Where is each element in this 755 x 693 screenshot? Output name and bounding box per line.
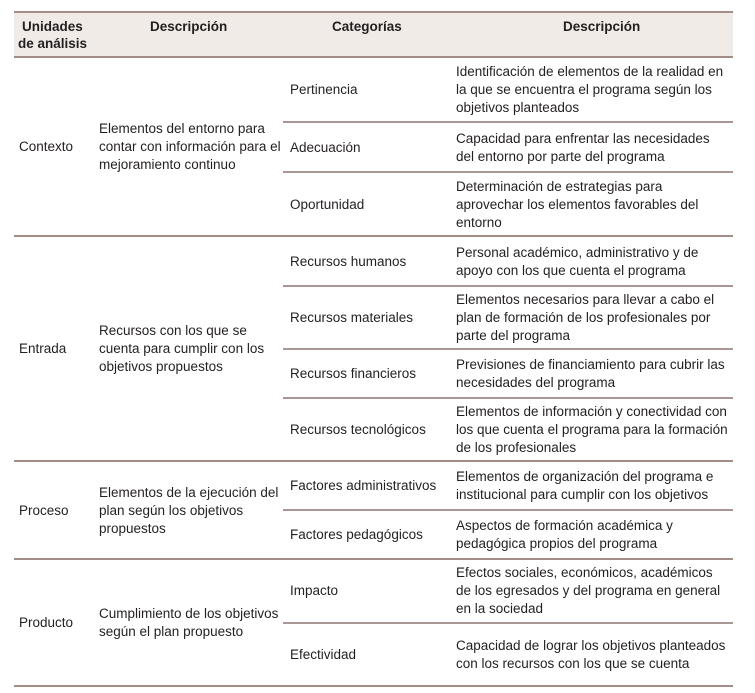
unit-description: Recursos con los que se cuenta para cumplir con los objetivos propuestos xyxy=(99,323,265,374)
header-unidades-line1: Unidades xyxy=(22,19,83,34)
unit-producto: Producto xyxy=(19,614,74,630)
category-description: Identificación de elementos de la realidad en la que se encuentra el programa según los objetivos planteados xyxy=(456,64,724,115)
unit-entrada: Entrada xyxy=(19,341,67,356)
category-description: Elementos de organización del programa e institucional para cumplir con los objetivos xyxy=(456,469,714,502)
category-description: Elementos necesarios para llevar a cabo el plan de formación de los profesionales por parte del programa xyxy=(456,292,715,343)
category-description: Determinación de estrategias para aprovechar los elementos favorables del entorno xyxy=(456,178,699,230)
header-descripcion-1: Descripción xyxy=(150,19,228,34)
category-name: Recursos financieros xyxy=(290,366,417,381)
unit-contexto: Contexto xyxy=(19,139,74,154)
category-description: Capacidad de lograr los objetivos planteados con los recursos con los que se cuenta xyxy=(456,637,726,671)
header-unidades-line2: de análisis xyxy=(18,36,88,51)
category-description: Previsiones de financiamiento para cubrir las necesidades del programa xyxy=(456,357,725,390)
unit-proceso: Proceso xyxy=(19,502,69,518)
category-description: Aspectos de formación académica y pedagógica propios del programa xyxy=(456,518,673,551)
category-description: Elementos de información y conectividad con los que cuenta el programa para la formación de los profesionales xyxy=(456,404,728,455)
header-categorias: Categorías xyxy=(332,19,402,34)
category-name: Impacto xyxy=(290,583,339,598)
category-name: Factores administrativos xyxy=(290,478,437,493)
header-descripcion-2: Descripción xyxy=(563,19,641,34)
category-name: Efectividad xyxy=(290,646,357,662)
category-description: Personal académico, administrativo y de apoyo con los que cuenta el programa xyxy=(456,244,699,278)
category-name: Recursos materiales xyxy=(290,310,414,325)
table-bottom-rule xyxy=(14,685,733,687)
category-name: Pertinencia xyxy=(290,82,358,97)
category-name: Recursos humanos xyxy=(290,253,407,269)
header-unidades xyxy=(20,18,100,52)
category-description: Efectos sociales, económicos, académicos de los egresados y del programa en general en la sociedad xyxy=(456,565,721,616)
unit-description: Cumplimiento de los objetivos según el plan propuesto xyxy=(99,605,279,639)
unit-description: Elementos del entorno para contar con información para el mejoramiento continuo xyxy=(99,121,281,172)
category-name: Recursos tecnológicos xyxy=(290,422,426,437)
unit-description: Elementos de la ejecución del plan según los objetivos propuestos xyxy=(99,484,279,536)
category-name: Adecuación xyxy=(290,139,361,155)
category-description: Capacidad para enfrentar las necesidades del entorno por parte del programa xyxy=(456,130,710,164)
category-name: Oportunidad xyxy=(290,196,365,212)
category-name: Factores pedagógicos xyxy=(290,527,423,542)
table-header xyxy=(14,11,733,58)
